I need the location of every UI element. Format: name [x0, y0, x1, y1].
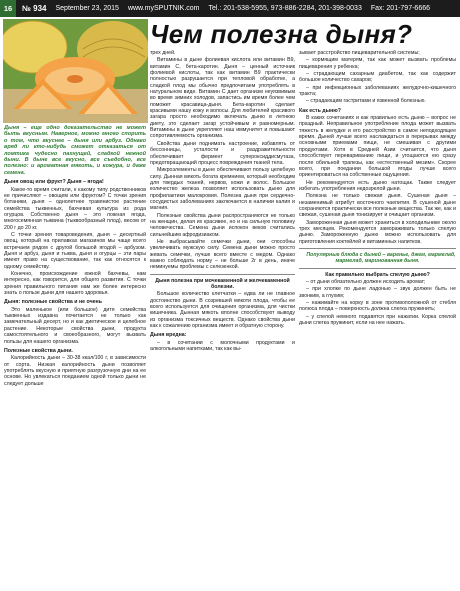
page-number: 16: [0, 0, 16, 17]
column-3: [299, 50, 456, 585]
paragraph: Большое количество клетчатки – едва ли не главное достоинство дыни. В созревшей мякоти плода, чтобы ее всего используется для очищения организма, для чистки кишечника. Дынная мякоть вполне способствуют выводу из организма токсичных веществ. Однако свойства дыни как к сожалению организма имеет и обратную сторону.: [150, 291, 295, 330]
melon-photo: [3, 19, 148, 123]
paragraph: Не выбрасывайте семечки дыни, они способны увеличивать мужскую силу. Семена дыни можно просто жевать семечки, лучше всего вместе с медом. Однако важно соблюдать норму – не больше 2г в день, иначе неминуемы проблемы с селезенкой.: [150, 238, 295, 271]
column-1: [4, 125, 146, 585]
paragraph: зывает расстройство пищеварительной системы;: [299, 50, 420, 56]
paragraph: Какое-то время считали, к какому типу родственников ее причисляют – овощем или фруктом? С точки зрения ботаники, дыня – однолетнее травянистое растение семейства тыквенных, бахчевая культура из рода огурцов. Собственно дыня – это ложная ягода, многосемянная тыквина (тыквообразный плод), весом от 200 г до 20 кг.: [4, 186, 146, 231]
section-heading: Дыня вредна:: [150, 332, 187, 339]
paragraph: – страдающим сахарным диабетом, так как содержит большое количество сахаров;: [299, 71, 456, 84]
paragraph: – при инфекционных заболеваниях желудочно-кишечного тракта;: [299, 84, 456, 98]
section-heading: Как есть дыню?: [299, 107, 341, 114]
column-2: [150, 50, 295, 585]
phone-numbers: Tel.: 201-538-5955, 973-886-2284, 201-398-0033: [208, 5, 362, 12]
paragraph: – у спелой немного подавятся при нажатии. Корка спелой дыни слегка пружинит, если на нее нажать.: [299, 313, 456, 327]
paragraph: Не рекомендуется есть дыню натощак. Также следует избегать употребления недозрелой дыни.: [299, 179, 456, 192]
melon-illustration: [3, 19, 148, 123]
paragraph: – в сочетании с молочными продуктами и алкогольными напитками, так как вы-: [150, 339, 295, 353]
paragraph: Конечно, происхождение южной бахчевы, нам интересно, как говорится, для общего развития. С точки зрения правильного питания нам же более интересно знать о пользе дыни для нашего здоровья.: [4, 271, 146, 297]
issue-date: September 23, 2015: [55, 5, 119, 12]
paragraph: С точки зрения товароведения, дыня – десертный овощ, который на прилавках магазинов мы чаще всего встречаем рядом с другой большой ягодой – арбузом. Дыня и арбуз, дыня и тыква, дыня и огурцы – эти пары имеют право на существование, так как относятся к одному семейству.: [4, 232, 146, 270]
article-lead: Дыня – еще одно доказательство не может быть вкусным. Наверное, можно много спорить о том, что вкуснее – дыня или арбуз. Однако вряд ли кто-нибудь сможет отказаться от ломтика чудесно пахнущей, сладкой нежной дыни. В дыне все вкусно, все съедобно, все полезно: и ароматная мякоть, и кожура, и даже семена.: [4, 125, 146, 176]
section-divider: [150, 274, 295, 275]
section-heading: Как правильно выбрать спелую дыню?: [325, 271, 430, 278]
paragraph: Витамины в дыне фолиевая кислота или витамин В9, витамин С, бета-каротин. Дыня – ценный источник фолиевой кислоты, так как витамин В9 практически полностью разрушается при тепловой обработке, а сладкой плод мы обычно предпочитаем употреблять в натуральном виде. Витамин С дает организм неуязвимым во время зимних холодов, запастись им время более чем поможет красавица-дыня. Бета-каротин сделает красивыми нашу кожу и волосы. Для любителей красивого загара просто необходимо включать дыню в летнюю диету, это сделает загар устойчивым и равномерным. Витамины в дыне укрепляют наш иммунитет и повышают сопротивляемость организма.: [150, 57, 295, 140]
paragraph: трех дней.: [150, 50, 176, 56]
fax-number: Fax: 201-797-6666: [370, 5, 430, 12]
section-heading: Полезные свойства дыни.: [4, 347, 73, 354]
paragraph: – нажимайте на корку в зоне противоположной от стебля полюса плода – поверхность должна слегка пружинить;: [299, 300, 456, 313]
paragraph: Это маленькое (или большое) дитя семейства тыквенных издавна почитается не только как замечательный десерт, но и как диетическое и целебное растение. Некоторые свойства дыни, продукта самостоятельного и своеобразного, могут вызвать пользы для нашего организма.: [4, 306, 146, 345]
section-divider: [299, 268, 456, 269]
paragraph: Полезна не только свежая дыня. Сушеная дыня – незаменимый атрибут восточного чаепития. В сушеной дыне сохраняются практически все полезные вещества. Так же, как и свежая, сушеная дыня тонизирует и очищает организм.: [299, 193, 456, 219]
paragraph: Микроэлементы в дыне обеспечивают пользу целебную силу. Дынная мякоть богата кремнием, который необходим для твердых тканей, нервов, кожи и волос. Большое количество железа позволяет использовать дыню для профилактики малокровия. Полезна дыня при сердечно-сосудистых заболеваниях заключается в наличии калия и магния.: [150, 167, 295, 212]
masthead-bar: [0, 0, 460, 17]
website-link[interactable]: www.mySPUTNIK.com: [127, 5, 200, 12]
paragraph: – при хлопке по дыне ладонью – звук должен быть не звонким, а глухим;: [299, 286, 456, 299]
paragraph: Свойства дыни поднимать настроение, избавлять от бессонницы, усталости и раздражительности обеспечивает фермент супероксиддисмутаза, предотвращающий процесс повреждения тканей тела.: [150, 140, 295, 166]
section-heading: Дыня полезна при мочекаменной и желчекаменной болезни.: [155, 277, 290, 291]
paragraph: Замороженная дыня может храниться в холодильнике около трех месяцев. Рекомендуется замораживать только спелую дыню. Замороженную дыню можно использовать для приготовления коктейлей и витаминных напитков.: [299, 219, 456, 245]
pull-quote: Популярные блюда с дыней – варенье, джем, мармелад, мармелад, маринованная дыня.: [306, 251, 456, 265]
paragraph: – от дыни обязательно должен исходить аромат;: [306, 279, 426, 285]
article-title: Чем полезна дыня?: [150, 19, 413, 49]
issue-number: № 934: [22, 4, 47, 13]
section-heading: Дыня овощ или фрукт? Дыня – ягода!: [4, 179, 104, 186]
section-heading: Дыня: полезные свойства и не очень: [4, 299, 102, 306]
paragraph: Калорийность дыни – 30-38 ккал/100 г, в зависимости от сорта. Низкая калорийность дыни позволяет употреблять вкусную и приятную разгрузочную дни на ее основе. Но увлекаться поеданием одной только дыни не следует дольше: [4, 355, 146, 387]
paragraph: Полезные свойства дыни распространяются не только на женщин, делая их красивее, но и на сильную половину человечества. Семена дыни испокон веков считались сильнейшим афродизиаком.: [150, 212, 295, 238]
paragraph: – страдающим гастритами и язвенной болезнью.: [306, 98, 426, 105]
section-divider: [299, 248, 456, 249]
paragraph: В каких сочетаниях и как правильно есть дыню – вопрос не праздный. Неправильное употребление плода может вызвать тяжесть в желудке и его расстройство в самое неподходящее время. Дыней лучше всего наслаждаться в перерывах между основными приемами пищи, не смешивая с другими продуктами. Хотя в Средней Азии считается, что дыня способствует перевариванию пищи, и угощаются ею сразу после обильной трапезы, как «естественный мезим». Скорее всего, при поедании большой ягоды лучше всего ориентироваться на собственные ощущения.: [299, 115, 456, 179]
paragraph: – кормящим матерям, так как может вызвать проблемы пищеварения у ребенка;: [299, 57, 456, 70]
